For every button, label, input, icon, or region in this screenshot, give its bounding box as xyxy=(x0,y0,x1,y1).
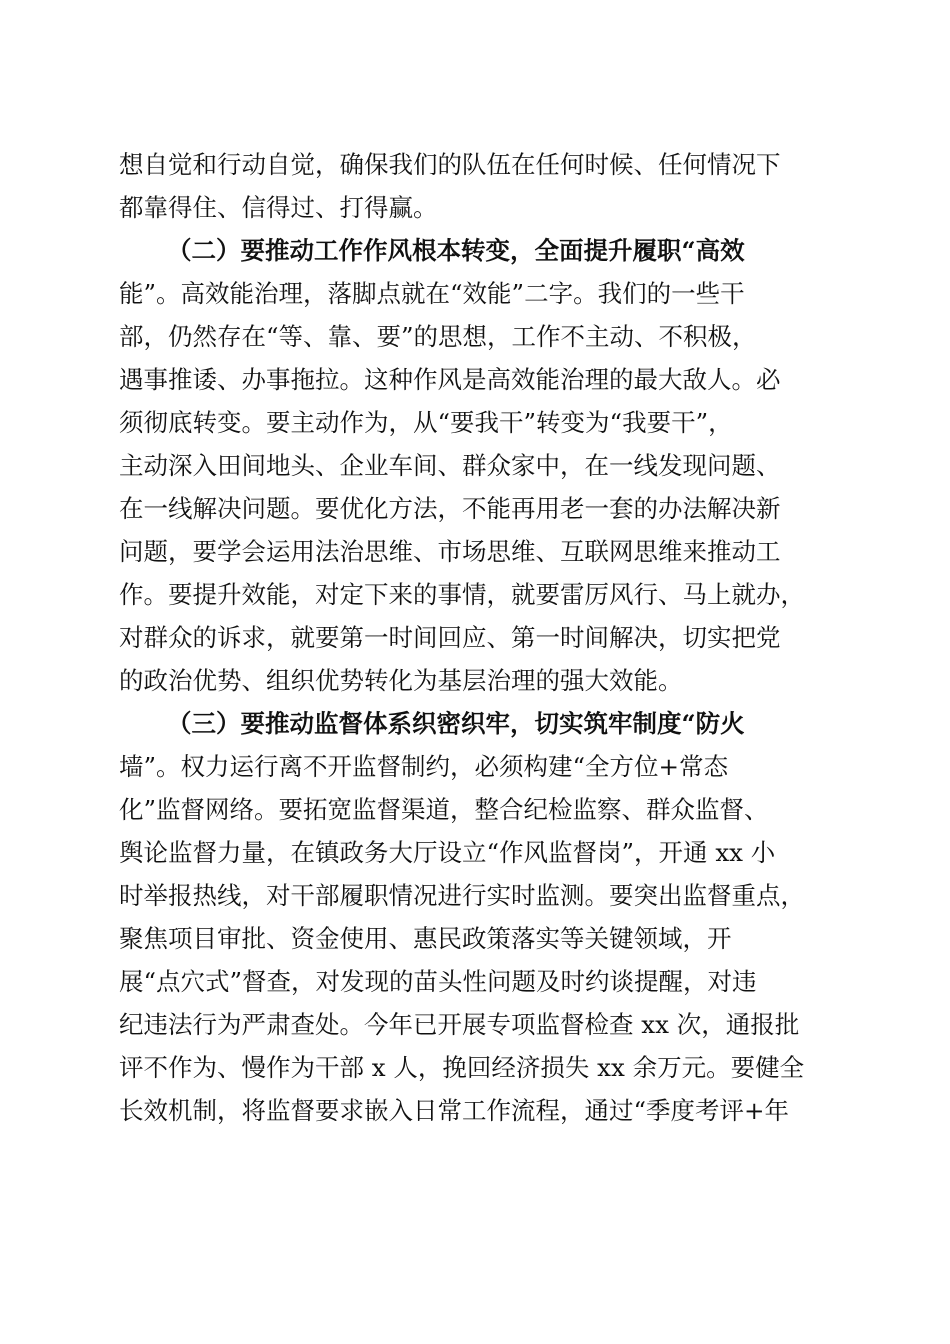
text-line: 部，仍然存在“等、靠、要”的思想，工作不主动、不积极， xyxy=(119,322,757,351)
text-line: 能”。高效能治理，落脚点就在“效能”二字。我们的一些干 xyxy=(119,279,745,308)
text-line: 主动深入田间地头、企业车间、群众家中，在一线发现问题、 xyxy=(119,451,781,480)
text-line: 舆论监督力量，在镇政务大厅设立“作风监督岗”，开通 xx 小 xyxy=(119,838,776,867)
section-heading-2: （二）要推动工作作风根本转变，全面提升履职“高效 xyxy=(167,236,745,265)
text-line: 化”监督网络。要拓宽监督渠道，整合纪检监察、群众监督、 xyxy=(119,795,769,824)
text-line: 都靠得住、信得过、打得赢。 xyxy=(119,193,438,222)
text-line: 须彻底转变。要主动作为，从“要我干”转变为“我要干”， xyxy=(119,408,733,437)
text-line: 对群众的诉求，就要第一时间回应、第一时间解决，切实把党 xyxy=(119,623,781,652)
text-line: 想自觉和行动自觉，确保我们的队伍在任何时候、任何情况下 xyxy=(119,150,781,179)
text-line: 长效机制，将监督要求嵌入日常工作流程，通过“季度考评+年 xyxy=(119,1096,790,1125)
text-line: 遇事推诿、办事拖拉。这种作风是高效能治理的最大敌人。必 xyxy=(119,365,781,394)
text-line: 的政治优势、组织优势转化为基层治理的强大效能。 xyxy=(119,666,683,695)
text-line: 展“点穴式”督查，对发现的苗头性问题及时约谈提醒，对违 xyxy=(119,967,757,996)
text-line: 墙”。权力运行离不开监督制约，必须构建“全方位+常态 xyxy=(119,752,729,781)
text-line: 在一线解决问题。要优化方法，不能再用老一套的办法解决新 xyxy=(119,494,781,523)
text-line: 评不作为、慢作为干部 x 人，挽回经济损失 xx 余万元。要健全 xyxy=(119,1053,805,1082)
text-line: 纪违法行为严肃查处。今年已开展专项监督检查 xx 次，通报批 xyxy=(119,1010,800,1039)
text-line: 问题，要学会运用法治思维、市场思维、互联网思维来推动工 xyxy=(119,537,781,566)
text-line: 作。要提升效能，对定下来的事情，就要雷厉风行、马上就办， xyxy=(119,580,805,609)
section-heading-3: （三）要推动监督体系织密织牢，切实筑牢制度“防火 xyxy=(167,709,745,738)
text-line: 时举报热线，对干部履职情况进行实时监测。要突出监督重点， xyxy=(119,881,805,910)
text-line: 聚焦项目审批、资金使用、惠民政策落实等关键领域，开 xyxy=(119,924,732,953)
